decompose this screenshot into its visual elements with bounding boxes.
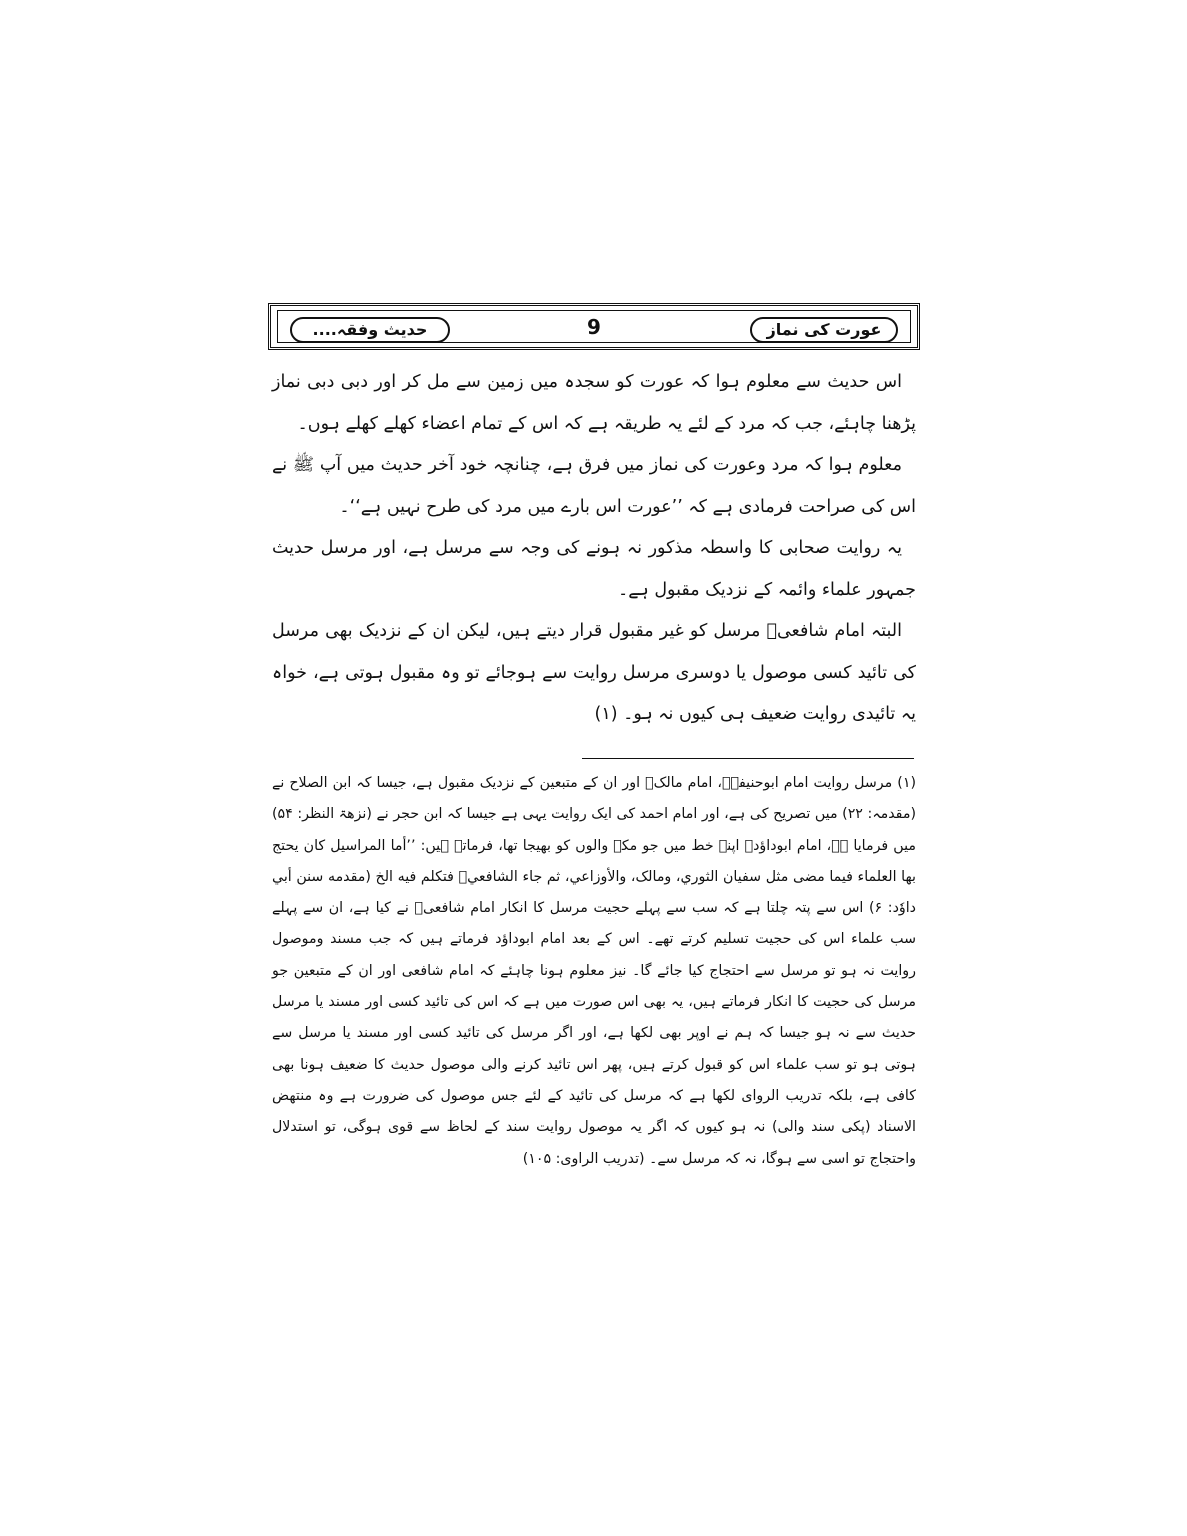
paragraph-1: اس حدیث سے معلوم ہوا کہ عورت کو سجدہ میں زمین سے مل کر اور دبی دبی نماز پڑھنا چاہئے، جب کہ مرد کے لئے یہ طریقہ ہے کہ اس کے تمام اعضاء کھلے کھلے ہوں۔ — [272, 372, 916, 434]
paragraph-4: البتہ امام شافعیؒ مرسل کو غیر مقبول قرار دیتے ہیں، لیکن ان کے نزدیک بھی مرسل کی تائید کسی موصول یا دوسری مرسل روایت سے ہوجائے تو وہ مقبول ہوتی ہے، خواہ یہ تائیدی روایت ضعیف ہی کیوں نہ ہو۔ (۱) — [272, 621, 916, 724]
paragraph-3: یہ روایت صحابی کا واسطہ مذکور نہ ہونے کی وجہ سے مرسل ہے، اور مرسل حدیث جمہور علماء وائمہ کے نزدیک مقبول ہے۔ — [272, 538, 916, 600]
book-title: عورت کی نماز — [750, 317, 898, 343]
page-number: 9 — [587, 315, 601, 339]
main-text — [272, 362, 916, 736]
section-title: حدیث وفقہ.... — [290, 317, 450, 343]
page-header — [268, 303, 920, 350]
footnote-divider — [582, 758, 914, 759]
header-inner-border — [277, 310, 911, 343]
footnote — [272, 768, 916, 1175]
footnote-text: (۱) مرسل روایت امام ابوحنیفہؒ، امام مالکؒ اور ان کے متبعین کے نزدیک مقبول ہے، جیسا کہ ابن الصلاح نے (مقدمہ: ۲۲) میں تصریح کی ہے، اور امام احمد کی ایک روایت یہی ہے جیسا کہ ابن حجر نے (نزھۃ النظر: ۵۴) میں فرمایا ہے، امام ابوداؤدؒ اپنے خط میں جو مکہ والوں کو بھیجا تھا، فرماتے ہیں: ’’أما المراسیل کان یحتج بھا العلماء فیما مضی مثل سفیان الثوري، ومالک، والأوزاعي، ثم جاء الشافعيؒ فتکلم فیه الخ (مقدمه سنن أبي داوٗد: ۶) اس سے پتہ چلتا ہے کہ سب سے پہلے حجیت مرسل کا انکار امام شافعیؒ نے کیا ہے، ان سے پہلے سب علماء اس کی حجیت تسلیم کرتے تھے۔ اس کے بعد امام ابوداؤد فرماتے ہیں کہ جب مسند وموصول روایت نہ ہو تو مرسل سے احتجاج کیا جائے گا۔ نیز معلوم ہونا چاہئے کہ امام شافعی اور ان کے متبعین جو مرسل کی حجیت کا انکار فرماتے ہیں، یہ بھی اس صورت میں ہے کہ اس کی تائید کسی اور مسند یا مرسل حدیث سے نہ ہو جیسا کہ ہم نے اوپر بھی لکھا ہے، اور اگر مرسل کی تائید کسی اور مسند یا مرسل سے ہوتی ہو تو سب علماء اس کو قبول کرتے ہیں، پھر اس تائید کرنے والی موصول حدیث کا ضعیف ہونا بھی کافی ہے، بلکہ تدریب الروای لکھا ہے کہ مرسل کی تائید کے لئے جس موصول کی ضرورت ہے وہ منتھض الاسناد (پکی سند والی) نہ ہو کیوں کہ اگر یہ موصول روایت سند کے لحاظ سے قوی ہوگی، تو استدلال واحتجاج تو اسی سے ہوگا، نہ کہ مرسل سے۔ (تدریب الراوی: ۱۰۵) — [272, 775, 916, 1167]
paragraph-2: معلوم ہوا کہ مرد وعورت کی نماز میں فرق ہے، چنانچہ خود آخر حدیث میں آپ ﷺ نے اس کی صراحت فرمادی ہے کہ ’’عورت اس بارے میں مرد کی طرح نہیں ہے‘‘۔ — [272, 455, 916, 517]
